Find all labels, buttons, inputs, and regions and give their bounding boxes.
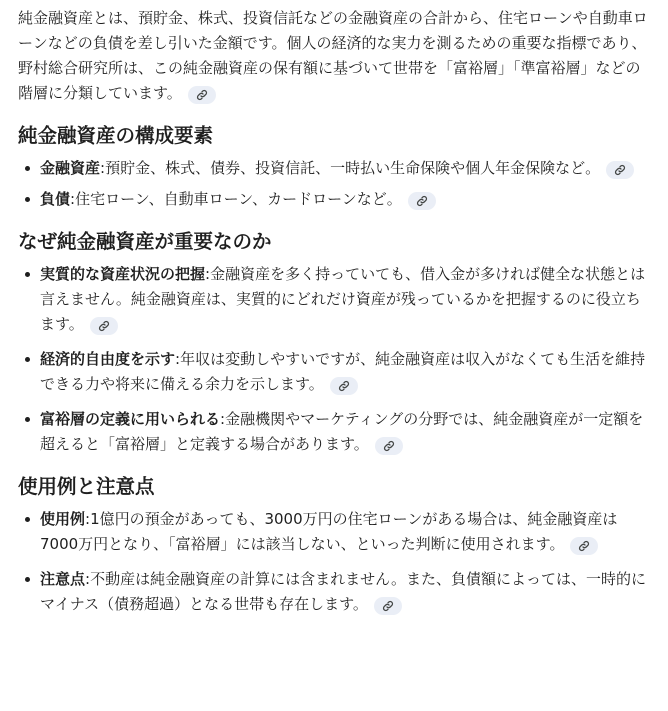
section-heading-components: 純金融資産の構成要素 xyxy=(18,124,214,147)
list-item xyxy=(40,347,650,397)
intro-text: 純金融資産とは、預貯金、株式、投資信託などの金融資産の合計から、住宅ローンや自動車ローンなどの負債を差し引いた金額です。個人の経済的な実力を測るための重要な指標であり、野村総合研究所は、この純金融資産の保有額に基づいて世帯を「富裕層」「準富裕層」などの階層に分類しています。 xyxy=(18,9,648,102)
link-icon xyxy=(98,320,110,332)
list-item xyxy=(40,262,650,337)
item-term: 経済的自由度を示す xyxy=(40,350,176,368)
usage-list xyxy=(18,507,650,617)
source-link-chip[interactable] xyxy=(570,537,598,555)
item-text: :住宅ローン、自動車ローン、カードローンなど。 xyxy=(70,190,402,208)
link-icon xyxy=(416,195,428,207)
item-text: :年収は変動しやすいですが、純金融資産は収入がなくても生活を維持できる力や将来に備える余力を示します。 xyxy=(40,350,646,393)
intro-paragraph xyxy=(18,6,650,106)
link-icon xyxy=(196,89,208,101)
item-text: :金融資産を多く持っていても、借入金が多ければ健全な状態とは言えません。純金融資産は、実質的にどれだけ資産が残っているかを把握するのに役立ちます。 xyxy=(40,265,646,333)
source-link-chip[interactable] xyxy=(90,317,118,335)
item-term: 富裕層の定義に用いられる xyxy=(40,410,221,428)
link-icon xyxy=(578,540,590,552)
item-text: :不動産は純金融資産の計算には含まれません。また、負債額によっては、一時的にマイナス（債務超過）となる世帯も存在します。 xyxy=(40,570,646,613)
link-icon xyxy=(614,164,626,176)
source-link-chip[interactable] xyxy=(188,86,216,104)
item-term: 負債 xyxy=(40,190,71,208)
source-link-chip[interactable] xyxy=(408,192,436,210)
list-item xyxy=(40,507,650,557)
source-link-chip[interactable] xyxy=(330,377,358,395)
link-icon xyxy=(383,440,395,452)
item-term: 実質的な資産状況の把握 xyxy=(40,265,206,283)
item-text: :預貯金、株式、債券、投資信託、一時払い生命保険や個人年金保険など。 xyxy=(100,159,601,177)
list-item xyxy=(40,156,650,181)
components-list xyxy=(18,156,650,212)
item-term: 使用例 xyxy=(40,510,86,528)
source-link-chip[interactable] xyxy=(375,437,403,455)
item-term: 注意点 xyxy=(40,570,86,588)
importance-list xyxy=(18,262,650,457)
item-text: :金融機関やマーケティングの分野では、純金融資産が一定額を超えると「富裕層」と定義する場合があります。 xyxy=(40,410,644,453)
source-link-chip[interactable] xyxy=(606,161,634,179)
section-heading-usage: 使用例と注意点 xyxy=(18,475,155,498)
list-item xyxy=(40,407,650,457)
source-link-chip[interactable] xyxy=(374,597,402,615)
list-item xyxy=(40,567,650,617)
item-text: :1億円の預金があっても、3000万円の住宅ローンがある場合は、純金融資産は7000万円となり、「富裕層」には該当しない、といった判断に使用されます。 xyxy=(40,510,618,553)
item-term: 金融資産 xyxy=(40,159,101,177)
list-item xyxy=(40,187,650,212)
link-icon xyxy=(338,380,350,392)
link-icon xyxy=(382,600,394,612)
section-heading-importance: なぜ純金融資産が重要なのか xyxy=(18,230,272,253)
